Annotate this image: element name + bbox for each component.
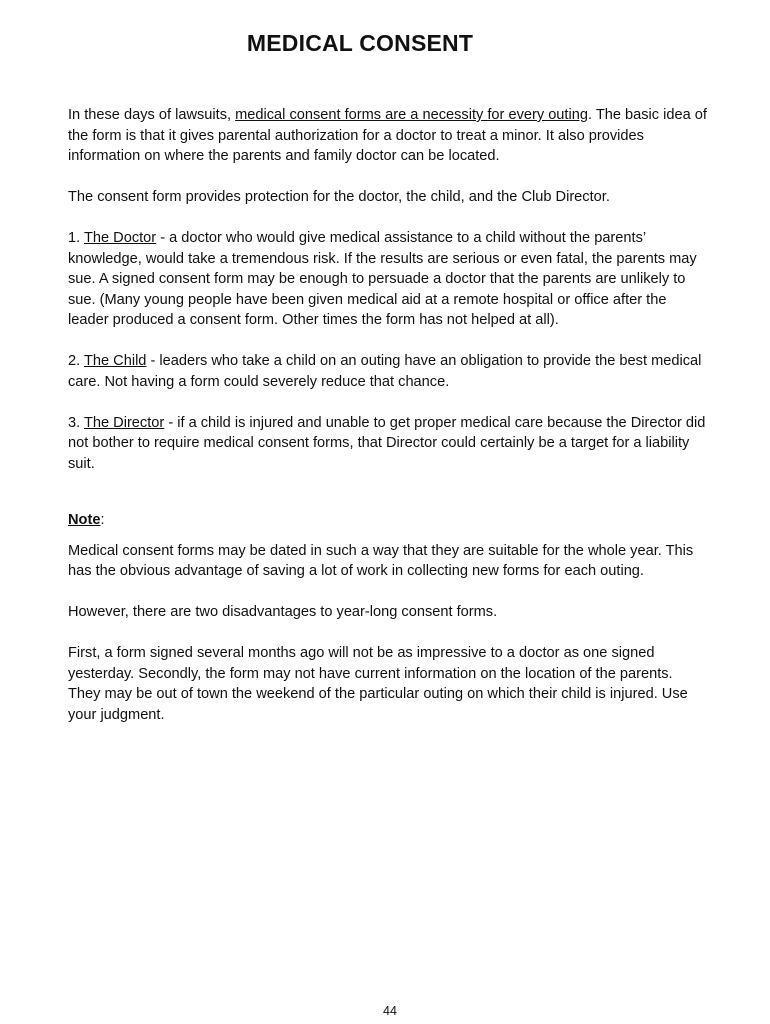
point-text-director: - if a child is injured and unable to get proper medical care because the Director did not bother to require medical consent forms, that Director could certainly be a target for a liability suit. <box>68 414 706 472</box>
intro-text-after: . The basic idea of the form is that it gives parental authorization for a doctor to treat a minor. It also provides information on where the parents and family doctor can be located. <box>68 107 707 164</box>
point-label-child: The Child <box>83 353 147 369</box>
point-number: 1. <box>68 230 84 246</box>
point-label-director: The Director <box>83 414 165 431</box>
intro-underlined-text: medical consent forms are a necessity for every outing <box>235 107 588 123</box>
note-colon: : <box>100 512 105 528</box>
protection-paragraph: The consent form provides protection for the doctor, the child, and the Club Director. <box>68 189 610 205</box>
point-number: 2. <box>68 353 84 369</box>
point-label-doctor: The Doctor <box>83 230 157 246</box>
point-doctor <box>68 228 708 331</box>
point-text-doctor: - a doctor who would give medical assistance to a child without the parents’ knowledge, would take a tremendous risk. If the results are serious or even fatal, the parents may sue. A signed consent form may be enough to persuade a doctor that the parents are unlikely to sue. (Many young people have been given medical aid at a remote hospital or office after the leader produced a consent form. Other times the form has not helped at all). <box>68 230 697 328</box>
page-title: MEDICAL CONSENT <box>246 30 474 56</box>
point-child <box>68 351 708 392</box>
note-label: Note <box>68 512 101 528</box>
document-body <box>68 105 708 746</box>
note-paragraph-year-long: Medical consent forms may be dated in such a way that they are suitable for the whole year. This has the obvious advantage of saving a lot of work in collecting new forms for each outing. <box>68 542 694 579</box>
note-paragraph-judgment: First, a form signed several months ago will not be as impressive to a doctor as one signed yesterday. Secondly, the form may not have current information on the location of the parents. They may be out of town the weekend of the particular outing on which their child is injured. Use your judgment. <box>68 645 688 723</box>
note-paragraph-disadvantages: However, there are two disadvantages to year-long consent forms. <box>68 604 498 620</box>
page-number: 44 <box>383 1004 397 1018</box>
note-heading <box>68 510 708 531</box>
intro-text-before: In these days of lawsuits, <box>68 107 236 123</box>
intro-paragraph <box>68 105 708 167</box>
point-text-child: - leaders who take a child on an outing have an obligation to provide the best medical care. Not having a form could severely reduce that chance. <box>68 353 702 390</box>
point-number: 3. <box>68 414 84 431</box>
point-director <box>68 413 708 475</box>
